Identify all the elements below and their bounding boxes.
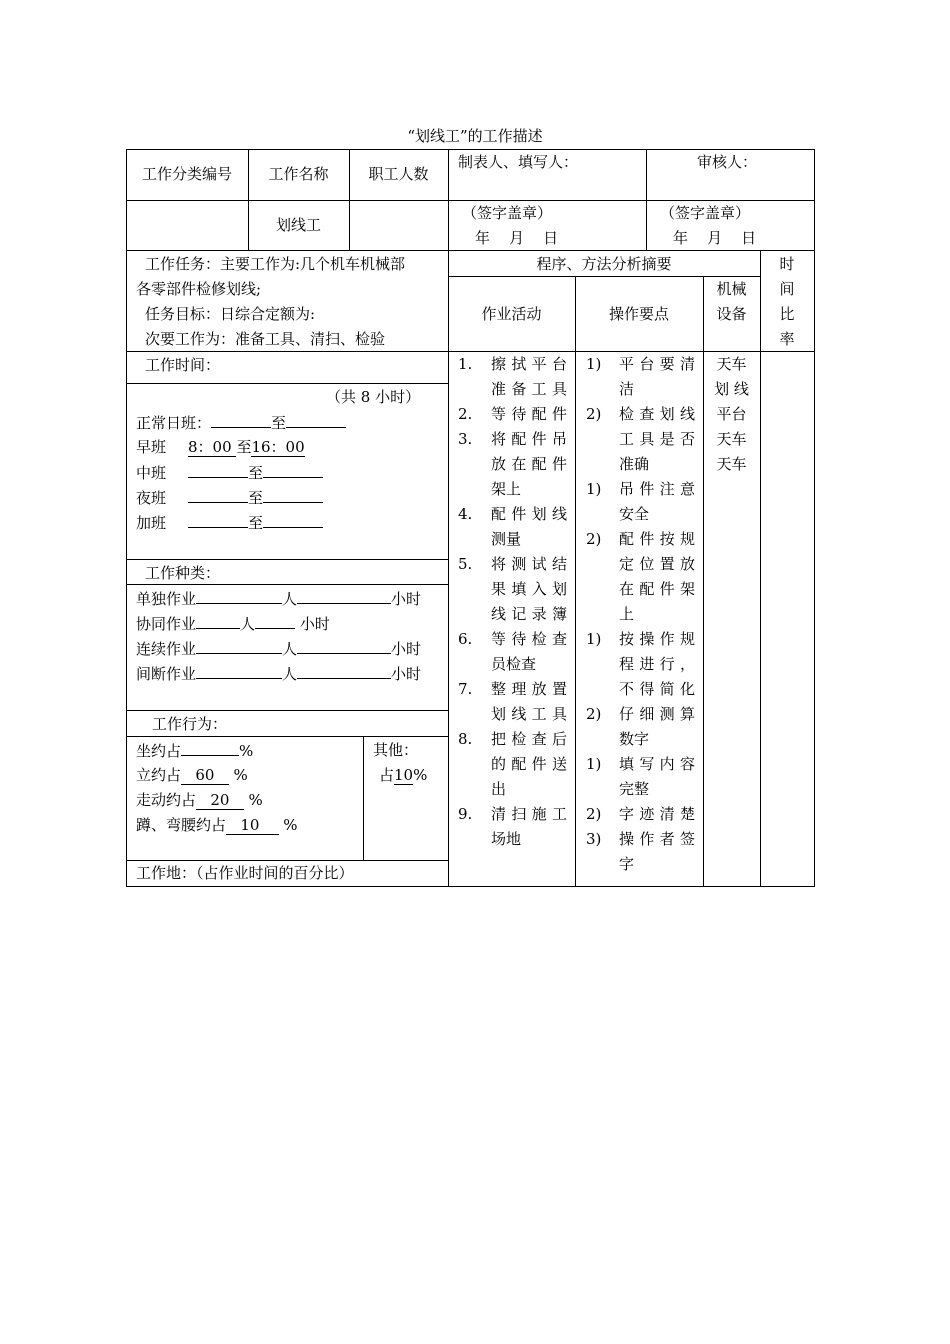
- item-line: 填写内容: [619, 755, 695, 773]
- behavior-squat: 蹲、弯腰约占 10 %: [136, 816, 298, 834]
- item-number: 7.: [458, 680, 473, 698]
- item-line: 准备工具: [491, 380, 567, 398]
- item-line: 准确: [619, 455, 650, 473]
- behavior-walk: 走动约占 20 %: [136, 791, 263, 809]
- item-line: 划线工具: [491, 705, 567, 723]
- item-line: 上: [619, 605, 635, 623]
- point-item: [586, 752, 698, 802]
- equipment-item: 天车: [716, 430, 747, 448]
- item-number: 1): [586, 355, 602, 373]
- col-ratio-1: 时: [779, 255, 795, 273]
- point-item: [586, 702, 698, 752]
- maker-date: 年 月 日: [475, 229, 559, 247]
- item-number: 5.: [458, 555, 473, 573]
- item-line: 不得简化: [619, 680, 695, 698]
- item-line: 架上: [491, 480, 522, 498]
- item-number: 1): [586, 755, 602, 773]
- task-line-1: 工作任务：主要工作为:几个机车机械部: [145, 255, 406, 273]
- item-line: 配件划线: [491, 505, 567, 523]
- item-line: 配件按规: [619, 530, 695, 548]
- equipment-item: 平台: [716, 405, 747, 423]
- equipment-item: 划 线: [714, 380, 749, 398]
- overtime-shift: 加班 至: [136, 510, 323, 536]
- item-number: 6.: [458, 630, 473, 648]
- point-item: [586, 527, 698, 627]
- night-shift: 夜班 至: [136, 485, 323, 511]
- item-line: 检查划线: [619, 405, 695, 423]
- activity-item: [458, 502, 570, 552]
- item-line: 工具是否: [619, 430, 695, 448]
- reviewer-date: 年 月 日: [673, 229, 757, 247]
- item-number: 1.: [458, 355, 473, 373]
- behavior-other-label: 其他：: [373, 741, 419, 759]
- activity-item: [458, 627, 570, 677]
- activities-list: [458, 352, 570, 852]
- item-number: 9.: [458, 805, 473, 823]
- item-line: 定位置放: [619, 555, 695, 573]
- item-line: 整理放置: [491, 680, 567, 698]
- header-job-name: 工作名称: [268, 165, 329, 183]
- item-number: 2): [586, 405, 602, 423]
- equipment-item: 天车: [716, 455, 747, 473]
- item-line: 等待检查: [491, 630, 567, 648]
- item-line: 场地: [491, 830, 522, 848]
- work-behavior-label: 工作行为：: [152, 715, 228, 733]
- item-line: 完整: [619, 780, 650, 798]
- work-type-intermittent: 间断作业 人 小时: [136, 661, 421, 687]
- equipment-item: 天车: [716, 355, 747, 373]
- item-line: 仔细测算: [619, 705, 695, 723]
- point-item: [586, 402, 698, 477]
- item-line: 清扫施工: [491, 805, 567, 823]
- item-line: 平台要清: [619, 355, 695, 373]
- point-item: [586, 827, 698, 877]
- header-job-code: 工作分类编号: [141, 165, 232, 183]
- item-line: 安全: [619, 505, 650, 523]
- item-line: 操作者签: [619, 830, 695, 848]
- item-number: 3): [586, 830, 602, 848]
- item-line: 出: [491, 780, 507, 798]
- item-number: 3.: [458, 430, 473, 448]
- activity-item: [458, 552, 570, 627]
- item-line: 等待配件: [491, 405, 567, 423]
- item-line: 线记录簿: [491, 605, 567, 623]
- item-line: 在配件架: [619, 580, 695, 598]
- item-number: 1): [586, 480, 602, 498]
- item-line: 擦拭平台: [491, 355, 567, 373]
- activity-item: [458, 727, 570, 802]
- work-type-cooperative: 协同作业 人 小时: [136, 611, 330, 637]
- item-line: 将配件吊: [491, 430, 567, 448]
- item-line: 字: [619, 855, 635, 873]
- item-line: 按操作规: [619, 630, 695, 648]
- point-item: [586, 477, 698, 527]
- point-item: [586, 352, 698, 402]
- point-item: [586, 627, 698, 702]
- task-line-2: 各零部件检修划线;: [136, 280, 262, 298]
- equipment-list: [703, 352, 760, 477]
- item-line: 将测试结: [491, 555, 567, 573]
- item-number: 2.: [458, 405, 473, 423]
- col-points: 操作要点: [608, 305, 669, 323]
- item-line: 把检查后: [491, 730, 567, 748]
- activity-item: [458, 677, 570, 727]
- item-line: 测量: [491, 530, 522, 548]
- col-ratio-4: 率: [779, 330, 795, 348]
- item-line: 果填入划: [491, 580, 567, 598]
- behavior-other-value: 占10%: [379, 766, 428, 784]
- activity-item: [458, 427, 570, 502]
- analysis-heading: 程序、方法分析摘要: [536, 255, 672, 273]
- work-type-single: 单独作业 人 小时: [136, 586, 421, 612]
- item-line: 洁: [619, 380, 635, 398]
- early-shift: 早班 8：00 至16：00: [136, 438, 305, 456]
- header-staff-count: 职工人数: [368, 165, 429, 183]
- behavior-stand: 立约占 60 %: [136, 766, 248, 784]
- col-equipment-1: 机械: [716, 280, 747, 298]
- header-reviewer: 审核人：: [697, 153, 758, 171]
- work-type-label: 工作种类：: [145, 564, 221, 582]
- item-line: 吊件注意: [619, 480, 695, 498]
- activity-item: [458, 402, 570, 427]
- col-activity: 作业活动: [481, 305, 542, 323]
- maker-sign: （签字盖章）: [462, 204, 553, 222]
- item-line: 员检查: [491, 655, 537, 673]
- item-number: 1): [586, 630, 602, 648]
- work-time-label: 工作时间：: [145, 356, 221, 374]
- item-number: 2): [586, 805, 602, 823]
- item-number: 4.: [458, 505, 473, 523]
- workplace-label: 工作地：（占作业时间的百分比）: [136, 864, 354, 882]
- job-name-value: 划线工: [275, 216, 321, 234]
- item-line: 字迹清楚: [619, 805, 695, 823]
- work-type-continuous: 连续作业 人 小时: [136, 636, 421, 662]
- item-line: 程进行，: [619, 655, 695, 673]
- task-line-4: 次要工作为：准备工具、清扫、检验: [145, 330, 386, 348]
- col-ratio-3: 比: [779, 305, 795, 323]
- reviewer-sign: （签字盖章）: [660, 204, 751, 222]
- work-time-total: （共 8 小时）: [326, 388, 421, 406]
- normal-shift: 正常日班： 至: [136, 410, 346, 436]
- points-list: [586, 352, 698, 877]
- col-equipment-2: 设备: [716, 305, 747, 323]
- header-maker: 制表人、填写人：: [458, 153, 579, 171]
- task-line-3: 任务目标：日综合定额为:: [145, 305, 316, 323]
- item-number: 2): [586, 530, 602, 548]
- item-line: 的配件送: [491, 755, 567, 773]
- behavior-sit: 坐约占 %: [136, 738, 253, 764]
- activity-item: [458, 352, 570, 402]
- item-line: 数字: [619, 730, 650, 748]
- middle-shift: 中班 至: [136, 460, 323, 486]
- activity-item: [458, 802, 570, 852]
- point-item: [586, 802, 698, 827]
- page-title: “划线工”的工作描述: [407, 127, 543, 145]
- item-number: 8.: [458, 730, 473, 748]
- col-ratio-2: 间: [779, 280, 795, 298]
- item-line: 放在配件: [491, 455, 567, 473]
- item-number: 2): [586, 705, 602, 723]
